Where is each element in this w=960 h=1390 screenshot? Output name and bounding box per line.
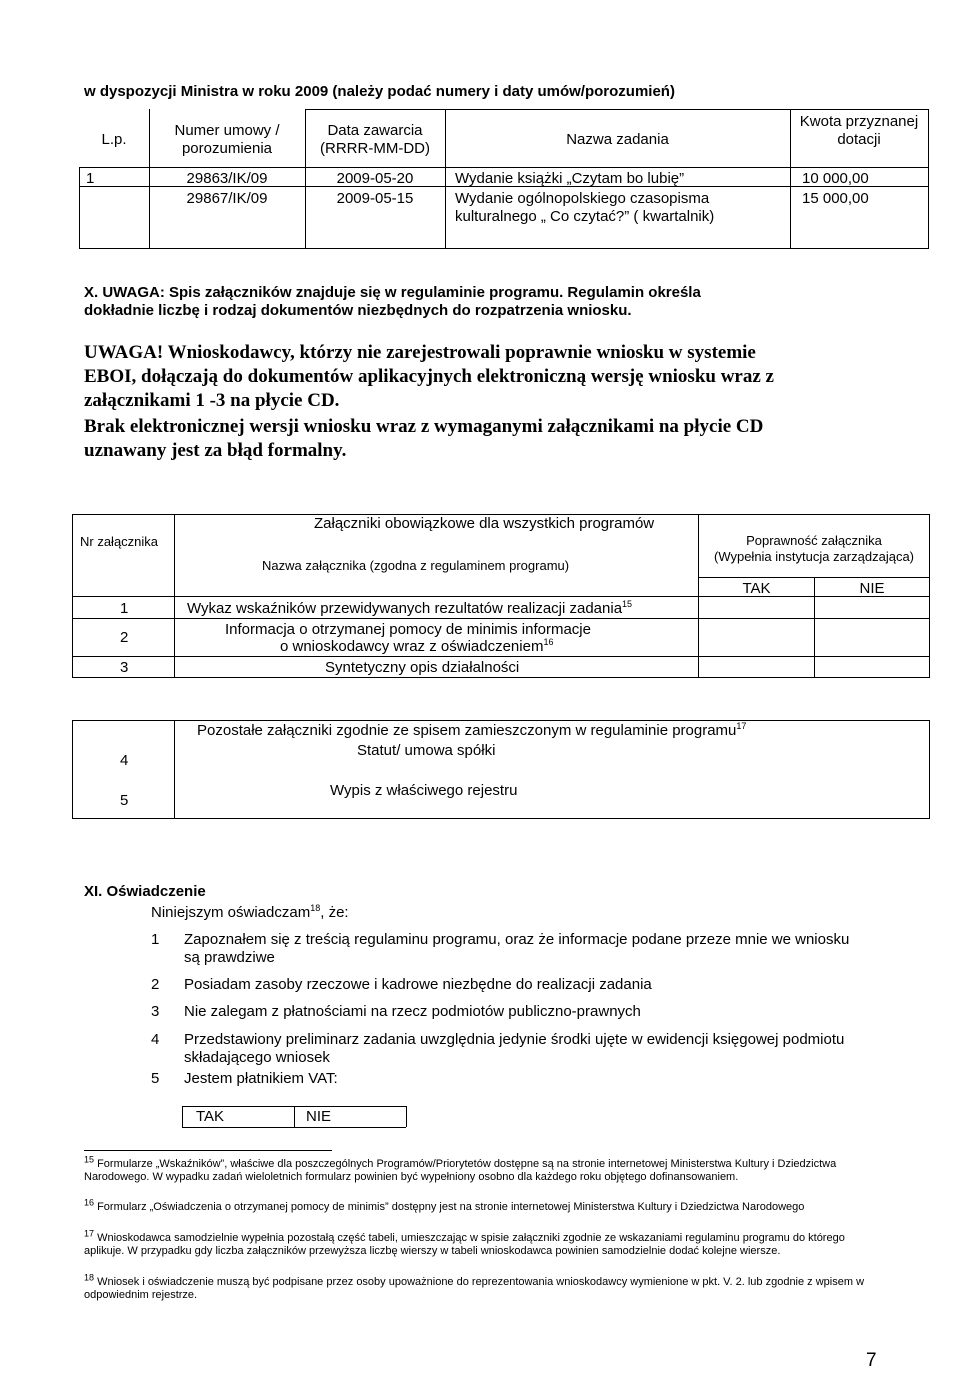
row-amount: 10 000,00	[802, 170, 869, 187]
footnote-nr: 16	[84, 1197, 95, 1208]
footnote-nr: 18	[84, 1272, 95, 1283]
name-header: Nazwa załącznika (zgodna z regulaminem programu)	[262, 558, 570, 573]
footnote-text: Formularze „Wskaźników”, właściwe dla poszczególnych Programów/Priorytetów dostępne są na stronie internetowej Ministerstwa Kultury i Dziedzictwa Narodowego. W wypadku zadań wieloletnich formularz powinien być wypełniony osobno dla każdego roku objętego dofinansowaniem.	[84, 1158, 837, 1183]
declaration-intro-end: , że:	[320, 904, 349, 921]
footnote-text: Formularz „Oświadczenia o otrzymanej pomocy de minimis” dostępny jest na stronie internetowej Ministerstwa Kultury i Dziedzictwa Narodowego	[97, 1201, 805, 1213]
footnote-ref: 15	[622, 599, 633, 609]
footnote-text: Wniosek i oświadczenie muszą być podpisane przez osoby upoważnione do reprezentowania wnioskodawcy wymienione w pkt. V. 2. lub zgodnie z wpisem w odpowiednim rejestrze.	[84, 1276, 865, 1301]
footnote-nr: 17	[84, 1228, 95, 1239]
page-number: 7	[866, 1350, 877, 1371]
declaration-text: Posiadam zasoby rzeczowe i kadrowe niezbędne do realizacji zadania	[184, 976, 652, 993]
section-x-warning: UWAGA! Wnioskodawcy, którzy nie zarejestrowali poprawnie wniosku w systemie EBOI, dołączają do dokumentów aplikacyjnych elektroniczną wersję wniosku wraz z załącznikami 1 -3 na płycie CD.	[84, 342, 774, 411]
col-task-header: Nazwa zadania	[566, 131, 669, 148]
header-line: w dyspozycji Ministra w roku 2009 (należy podać numery i daty umów/porozumień)	[84, 83, 675, 100]
footnote-ref: 16	[543, 637, 554, 647]
col-amount-header: Kwota przyznanej dotacji	[799, 113, 919, 148]
tak-header: TAK	[742, 580, 771, 597]
attachment-name: Wypis z właściwego rejestru	[330, 782, 518, 799]
attachment-nr: 5	[120, 792, 129, 809]
footnote-ref: 17	[736, 721, 747, 731]
attachment-name: Syntetyczny opis działalności	[325, 659, 520, 676]
vat-nie: NIE	[306, 1108, 332, 1125]
other-attachments-title: Pozostałe załączniki zgodnie ze spisem zamieszczonym w regulaminie programu	[197, 722, 737, 739]
col-date-header: Data zawarcia (RRRR-MM-DD)	[320, 122, 430, 157]
footnote-text: Wnioskodawca samodzielnie wypełnia pozostałą część tabeli, umieszczając w spisie załączniki zgodnie ze wskazaniami regulaminu programu do którego aplikuje. W przypadku gdy liczba załączników przewyższa liczbę wierszy w tabeli wnioskodawca powinien samodzielnie dodać kolejne wiersze.	[84, 1232, 845, 1257]
attachment-name: Statut/ umowa spółki	[357, 742, 496, 759]
attachment-nr: 1	[120, 600, 129, 617]
declaration-text-2: składającego wniosek	[184, 1049, 330, 1066]
attachment-nr: 4	[120, 752, 129, 769]
declaration-text: Przedstawiony preliminarz zadania uwzględnia jedynie środki ujęte w ewidencji księgowej podmiotu	[184, 1031, 845, 1048]
row-date: 2009-05-20	[336, 170, 414, 187]
declaration-intro: Niniejszym oświadczam	[151, 904, 311, 921]
section-x-title: X. UWAGA: Spis załączników znajduje się w regulaminie programu. Regulamin określa dokładnie liczbę i rodzaj dokumentów niezbędnych do rozpatrzenia wniosku.	[84, 284, 701, 319]
col-number-header: Numer umowy / porozumienia	[174, 122, 280, 157]
row-lp: 1	[86, 170, 95, 187]
attachment-name-2: o wnioskodawcy wraz z oświadczeniem	[280, 638, 544, 655]
footnote-separator	[84, 1150, 332, 1151]
mandatory-group-title: Załączniki obowiązkowe dla wszystkich programów	[314, 515, 655, 532]
nie-header: NIE	[859, 580, 885, 597]
attachment-name: Wykaz wskaźników przewidywanych rezultatów realizacji zadania	[187, 600, 623, 617]
attachment-name: Informacja o otrzymanej pomocy de minimis informacje	[225, 621, 591, 638]
row-task: Wydanie ogólnopolskiego czasopisma kulturalnego „ Co czytać?” ( kwartalnik)	[455, 190, 715, 225]
declaration-nr: 3	[151, 1003, 160, 1020]
declaration-nr: 2	[151, 976, 160, 993]
section-xi-title: XI. Oświadczenie	[84, 883, 206, 900]
correct-header: Poprawność załącznika	[746, 533, 882, 548]
correct-header-note: (Wypełnia instytucja zarządzająca)	[713, 549, 915, 564]
col-lp-header: L.p.	[101, 131, 127, 148]
row-task: Wydanie książki „Czytam bo lubię”	[455, 170, 685, 187]
row-number: 29867/IK/09	[186, 190, 268, 207]
row-number: 29863/IK/09	[186, 170, 268, 187]
declaration-text: Nie zalegam z płatnościami na rzecz podmiotów publiczno-prawnych	[184, 1003, 641, 1020]
attachment-nr: 3	[120, 659, 129, 676]
declaration-nr: 5	[151, 1070, 160, 1087]
row-date: 2009-05-15	[336, 190, 414, 207]
declaration-text: Jestem płatnikiem VAT:	[184, 1070, 338, 1087]
declaration-nr: 1	[151, 931, 160, 948]
footnote-ref: 18	[310, 903, 321, 913]
row-amount: 15 000,00	[802, 190, 869, 207]
declaration-text-2: są prawdziwe	[184, 949, 275, 966]
vat-tak: TAK	[196, 1108, 225, 1125]
declaration-text: Zapoznałem się z treścią regulaminu programu, oraz że informacje podane przeze mnie we wniosku	[184, 931, 850, 948]
footnote-nr: 15	[84, 1154, 95, 1165]
section-x-warning-2: Brak elektronicznej wersji wniosku wraz z wymaganymi załącznikami na płycie CD uznawany jest za błąd formalny.	[84, 416, 764, 461]
attachment-nr: 2	[120, 629, 129, 646]
nr-header: Nr załącznika	[80, 534, 159, 549]
declaration-nr: 4	[151, 1031, 160, 1048]
